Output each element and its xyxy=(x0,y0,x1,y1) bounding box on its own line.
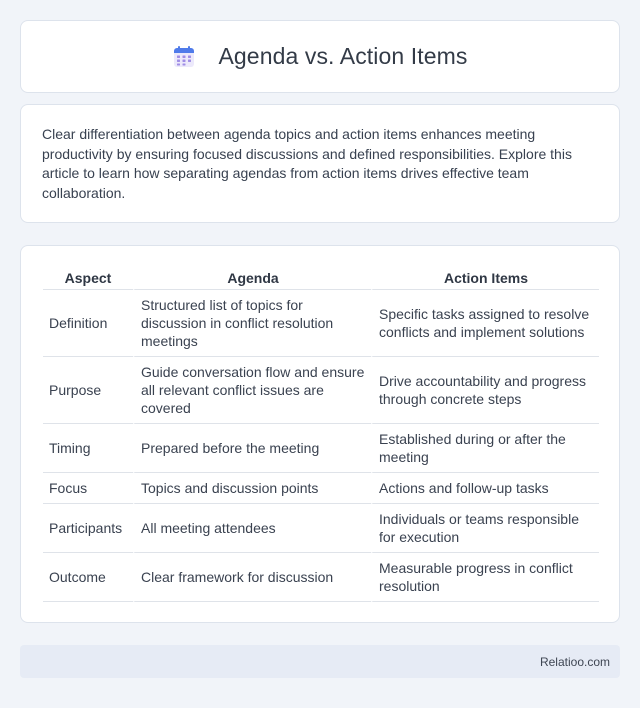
header-action-items: Action Items xyxy=(371,267,599,290)
cell-action: Actions and follow-up tasks xyxy=(371,473,599,504)
table-row xyxy=(43,424,599,473)
cell-aspect: Definition xyxy=(43,290,133,357)
cell-agenda: Prepared before the meeting xyxy=(133,424,371,473)
table-row xyxy=(43,290,599,357)
footer-brand: Relatioo.com xyxy=(539,654,610,669)
cell-aspect: Purpose xyxy=(43,357,133,424)
header xyxy=(172,43,467,70)
intro-paragraph: Clear differentiation between agenda topics and action items enhances meeting productivity by ensuring focused discussions and defined responsibilities. Explore this article to learn how separating agendas from action items drives effective team collaboration. xyxy=(42,126,572,201)
cell-aspect: Timing xyxy=(43,424,133,473)
cell-agenda: Structured list of topics for discussion in conflict resolution meetings xyxy=(133,290,371,357)
comparison-table xyxy=(43,267,599,602)
header-agenda: Agenda xyxy=(133,267,371,290)
comparison-card xyxy=(20,245,620,623)
cell-aspect: Focus xyxy=(43,473,133,504)
cell-action: Individuals or teams responsible for execution xyxy=(371,504,599,553)
table-row xyxy=(43,553,599,602)
intro-card xyxy=(20,104,620,223)
cell-action: Established during or after the meeting xyxy=(371,424,599,473)
cell-action: Specific tasks assigned to resolve conflicts and implement solutions xyxy=(371,290,599,357)
cell-agenda: Topics and discussion points xyxy=(133,473,371,504)
header-aspect: Aspect xyxy=(43,267,133,290)
table-row xyxy=(43,473,599,504)
calendar-icon xyxy=(172,45,196,69)
table-row xyxy=(43,357,599,424)
cell-aspect: Participants xyxy=(43,504,133,553)
header-card xyxy=(20,20,620,93)
table-row xyxy=(43,504,599,553)
cell-agenda: Clear framework for discussion xyxy=(133,553,371,602)
cell-agenda: Guide conversation flow and ensure all relevant conflict issues are covered xyxy=(133,357,371,424)
cell-action: Drive accountability and progress through concrete steps xyxy=(371,357,599,424)
table-header-row xyxy=(43,267,599,290)
cell-aspect: Outcome xyxy=(43,553,133,602)
cell-action: Measurable progress in conflict resolution xyxy=(371,553,599,602)
page-title: Agenda vs. Action Items xyxy=(218,43,468,69)
footer-bar xyxy=(20,645,620,678)
cell-agenda: All meeting attendees xyxy=(133,504,371,553)
